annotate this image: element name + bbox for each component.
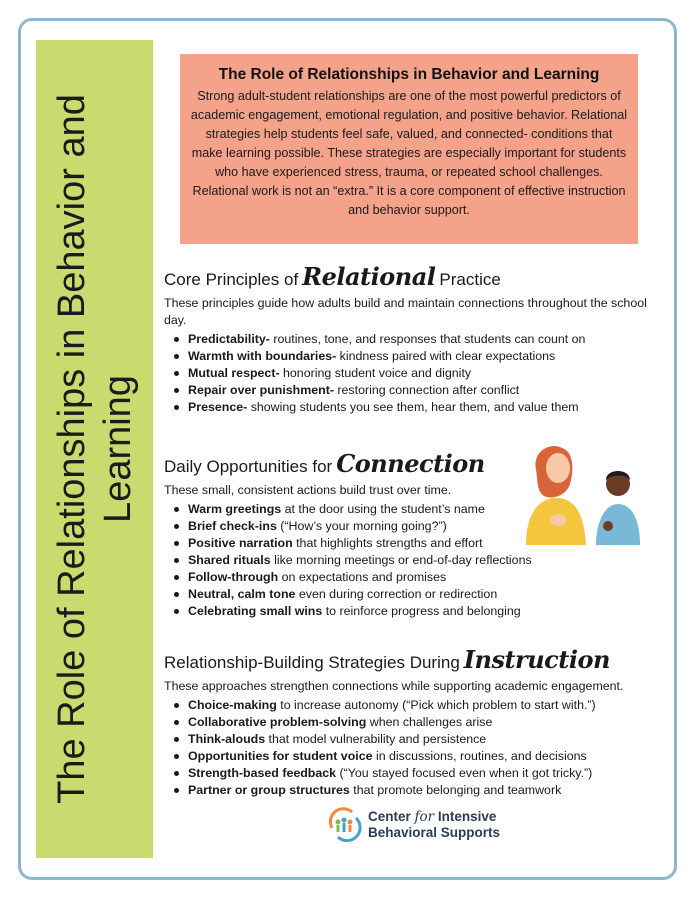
list-item: Repair over punishment- restoring connection after conflict [174, 382, 654, 399]
list-item: Shared rituals like morning meetings or end-of-day reflections [174, 552, 654, 569]
list-item: Partner or group structures that promote belonging and teamwork [174, 782, 654, 799]
list-item: Celebrating small wins to reinforce progress and belonging [174, 603, 654, 620]
list-item: Strength-based feedback (“You stayed focused even when it got tricky.”) [174, 765, 654, 782]
list-item: Positive narration that highlights strengths and effort [174, 535, 654, 552]
section-title-script: Connection [336, 449, 485, 478]
list-item: Warmth with boundaries- kindness paired with clear expectations [174, 348, 654, 365]
logo-text: Center for Intensive Behavioral Supports [368, 808, 501, 840]
list-item: Collaborative problem-solving when challenges arise [174, 714, 654, 731]
section-instruction-strategies [164, 645, 654, 799]
list-item: Opportunities for student voice in discussions, routines, and decisions [174, 748, 654, 765]
list-item: Warm greetings at the door using the student’s name [174, 501, 654, 518]
side-banner [36, 40, 153, 858]
section-title-script: Relational [302, 262, 436, 291]
list-item: Mutual respect- honoring student voice and dignity [174, 365, 654, 382]
bullet-list [164, 697, 654, 799]
intro-body: Strong adult-student relationships are one of the most powerful predictors of academic engagement, emotional regulation, and positive behavior. Relational strategies help students feel safe, valued, and connected- conditions that make learning possible. These strategies are especially important for students who have experienced stress, trauma, or repeated school challenges. Relational work is not an “extra.” It is a core component of effective instruction and behavior support. [190, 89, 628, 217]
list-item: Follow-through on expectations and promises [174, 569, 654, 586]
bullet-list [164, 331, 654, 416]
cibs-logo-icon [326, 806, 362, 842]
section-title [164, 262, 654, 291]
list-item: Neutral, calm tone even during correction or redirection [174, 586, 654, 603]
intro-title: The Role of Relationships in Behavior and Learning [218, 66, 600, 83]
section-title-text: Core Principles of [164, 270, 299, 289]
section-description: These approaches strengthen connections while supporting academic engagement. [164, 679, 624, 693]
intro-box [180, 54, 638, 244]
section-title-script: Instruction [463, 645, 610, 674]
side-title: The Role of Relationships in Behavior and Learning [50, 94, 139, 804]
section-core-principles [164, 262, 654, 416]
section-title-text: Relationship-Building Strategies During [164, 653, 460, 672]
list-item: Presence- showing students you see them, hear them, and value them [174, 399, 654, 416]
section-title [164, 645, 654, 674]
list-item: Choice-making to increase autonomy (“Pick which problem to start with.”) [174, 697, 654, 714]
section-title [164, 449, 654, 478]
section-title-text-end: Practice [439, 270, 501, 289]
cibs-logo [326, 806, 500, 842]
section-title-text: Daily Opportunities for [164, 457, 333, 476]
list-item: Brief check-ins (“How’s your morning going?”) [174, 518, 654, 535]
section-description: These small, consistent actions build trust over time. [164, 483, 452, 497]
list-item: Predictability- routines, tone, and responses that students can count on [174, 331, 654, 348]
section-description: These principles guide how adults build and maintain connections throughout the school day. [164, 296, 647, 327]
section-daily-opportunities [164, 449, 654, 620]
list-item: Think-alouds that model vulnerability and persistence [174, 731, 654, 748]
bullet-list [164, 501, 654, 620]
